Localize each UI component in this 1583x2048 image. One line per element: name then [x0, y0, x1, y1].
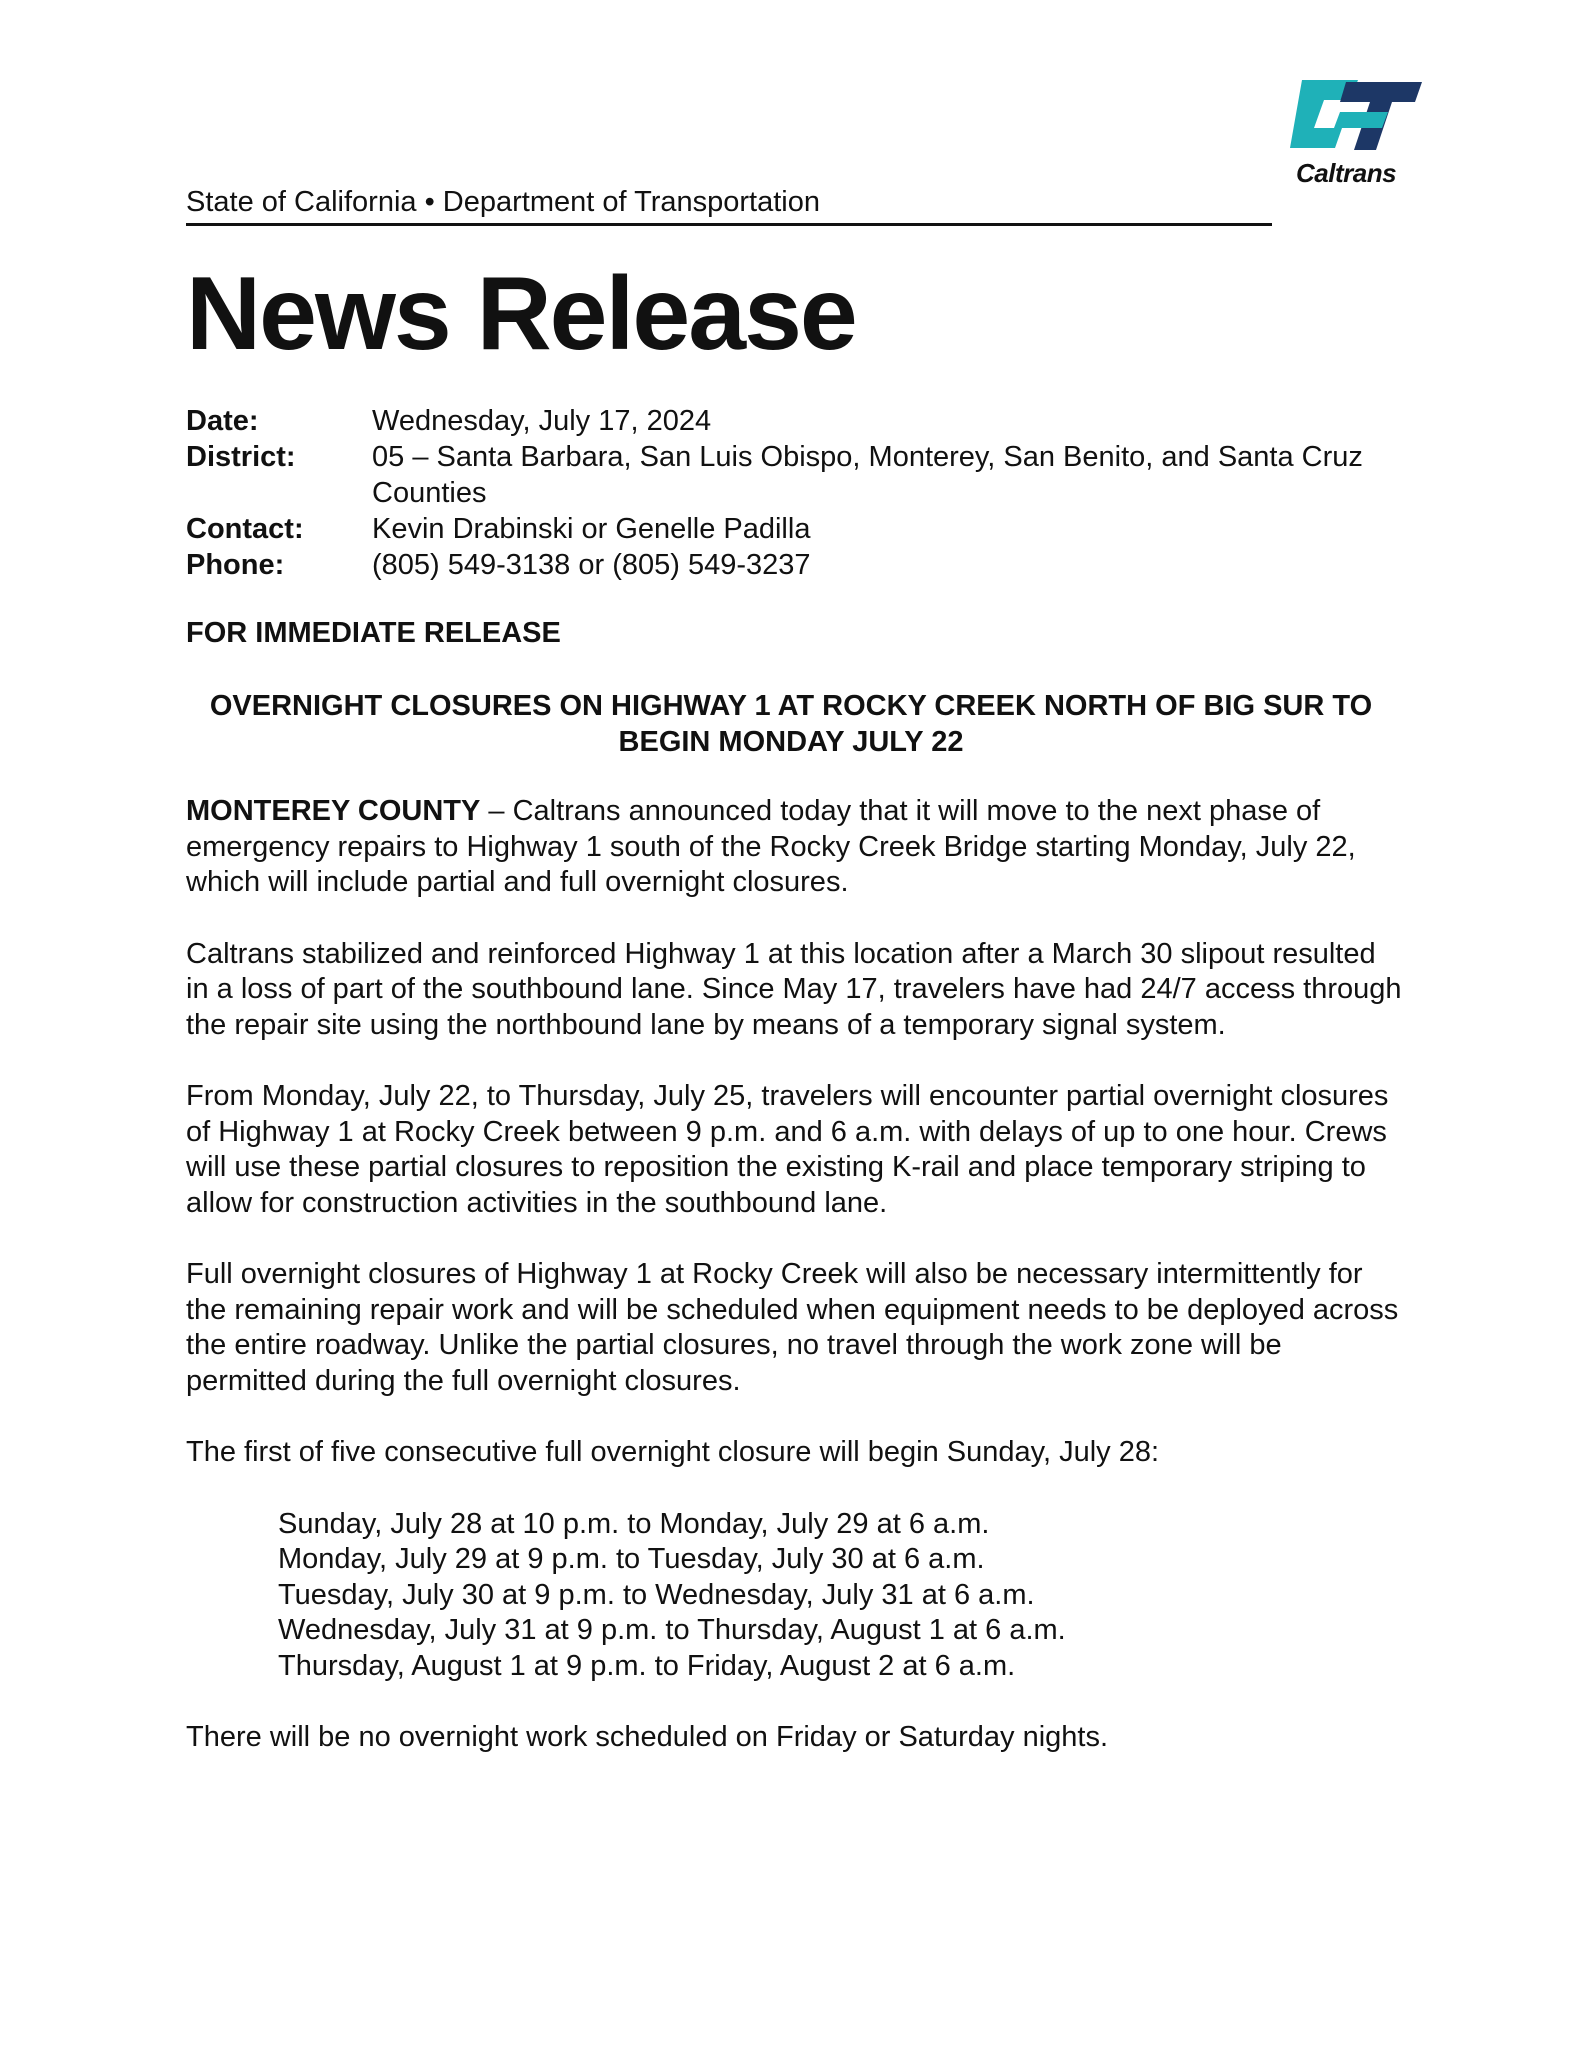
meta-label: District: — [186, 441, 296, 473]
meta-label: Date: — [186, 405, 259, 437]
release-meta — [186, 403, 1386, 583]
paragraph-4: Full overnight closures of Highway 1 at Rocky Creek will also be necessary intermittently for the remaining repair work and will be scheduled when equipment needs to be deployed across the entire roadway. Unlike the partial closures, no travel through the work zone will be permitted during the full overnight closures. — [186, 1258, 1399, 1397]
paragraph-2: Caltrans stabilized and reinforced Highway 1 at this location after a March 30 slipout resulted in a loss of part of the southbound lane. Since May 17, travelers have had 24/7 access through the repair site using the northbound lane by means of a temporary signal system. — [186, 937, 1402, 1041]
paragraph-5: The first of five consecutive full overnight closure will begin Sunday, July 28: — [186, 1436, 1160, 1468]
meta-row-district — [186, 439, 1386, 511]
agency-header: State of California • Department of Transportation — [186, 186, 1272, 226]
meta-value: Kevin Drabinski or Genelle Padilla — [372, 513, 811, 545]
meta-label: Phone: — [186, 549, 285, 581]
headline: OVERNIGHT CLOSURES ON HIGHWAY 1 AT ROCKY CREEK NORTH OF BIG SUR TO BEGIN MONDAY JULY 22 — [209, 690, 1373, 758]
paragraph-1 — [186, 794, 1406, 901]
caltrans-wordmark: Caltrans — [1296, 158, 1397, 188]
page-title: News Release — [186, 256, 856, 372]
paragraph-3: From Monday, July 22, to Thursday, July 25, travelers will encounter partial overnight closures of Highway 1 at Rocky Creek between 9 p.m. and 6 a.m. with delays of up to one hour. Crews will use these partial closures to reposition the existing K-rail and place temporary striping to allow for construction activities in the southbound lane. — [186, 1080, 1389, 1219]
schedule-item: Thursday, August 1 at 9 p.m. to Friday, August 2 at 6 a.m. — [278, 1649, 1016, 1682]
release-type: FOR IMMEDIATE RELEASE — [186, 617, 561, 649]
meta-value: 05 – Santa Barbara, San Luis Obispo, Monterey, San Benito, and Santa Cruz Counties — [372, 441, 1363, 509]
meta-row-contact — [186, 511, 1386, 547]
paragraph-6: There will be no overnight work scheduled on Friday or Saturday nights. — [186, 1721, 1109, 1753]
meta-value: (805) 549-3138 or (805) 549-3237 — [372, 549, 811, 581]
schedule-item: Wednesday, July 31 at 9 p.m. to Thursday, August 1 at 6 a.m. — [278, 1614, 1066, 1646]
meta-label: Contact: — [186, 513, 304, 545]
caltrans-ct-mark-icon — [1280, 72, 1430, 162]
dateline-location: MONTEREY COUNTY — [186, 795, 481, 827]
release-body — [186, 794, 1406, 1792]
schedule-item: Tuesday, July 30 at 9 p.m. to Wednesday, July 31 at 6 a.m. — [278, 1578, 1035, 1611]
paragraph-1-text: – Caltrans announced today that it will move to the next phase of emergency repairs to Highway 1 south of the Rocky Creek Bridge starting Monday, July 22, which will include partial and full overnight closures. — [186, 795, 1356, 898]
schedule-item: Monday, July 29 at 9 p.m. to Tuesday, July 30 at 6 a.m. — [278, 1543, 985, 1575]
meta-row-phone — [186, 547, 1386, 583]
meta-row-date — [186, 403, 1386, 439]
schedule-item: Sunday, July 28 at 10 p.m. to Monday, July 29 at 6 a.m. — [278, 1507, 990, 1540]
closure-schedule — [278, 1507, 1406, 1685]
meta-value: Wednesday, July 17, 2024 — [372, 405, 712, 437]
